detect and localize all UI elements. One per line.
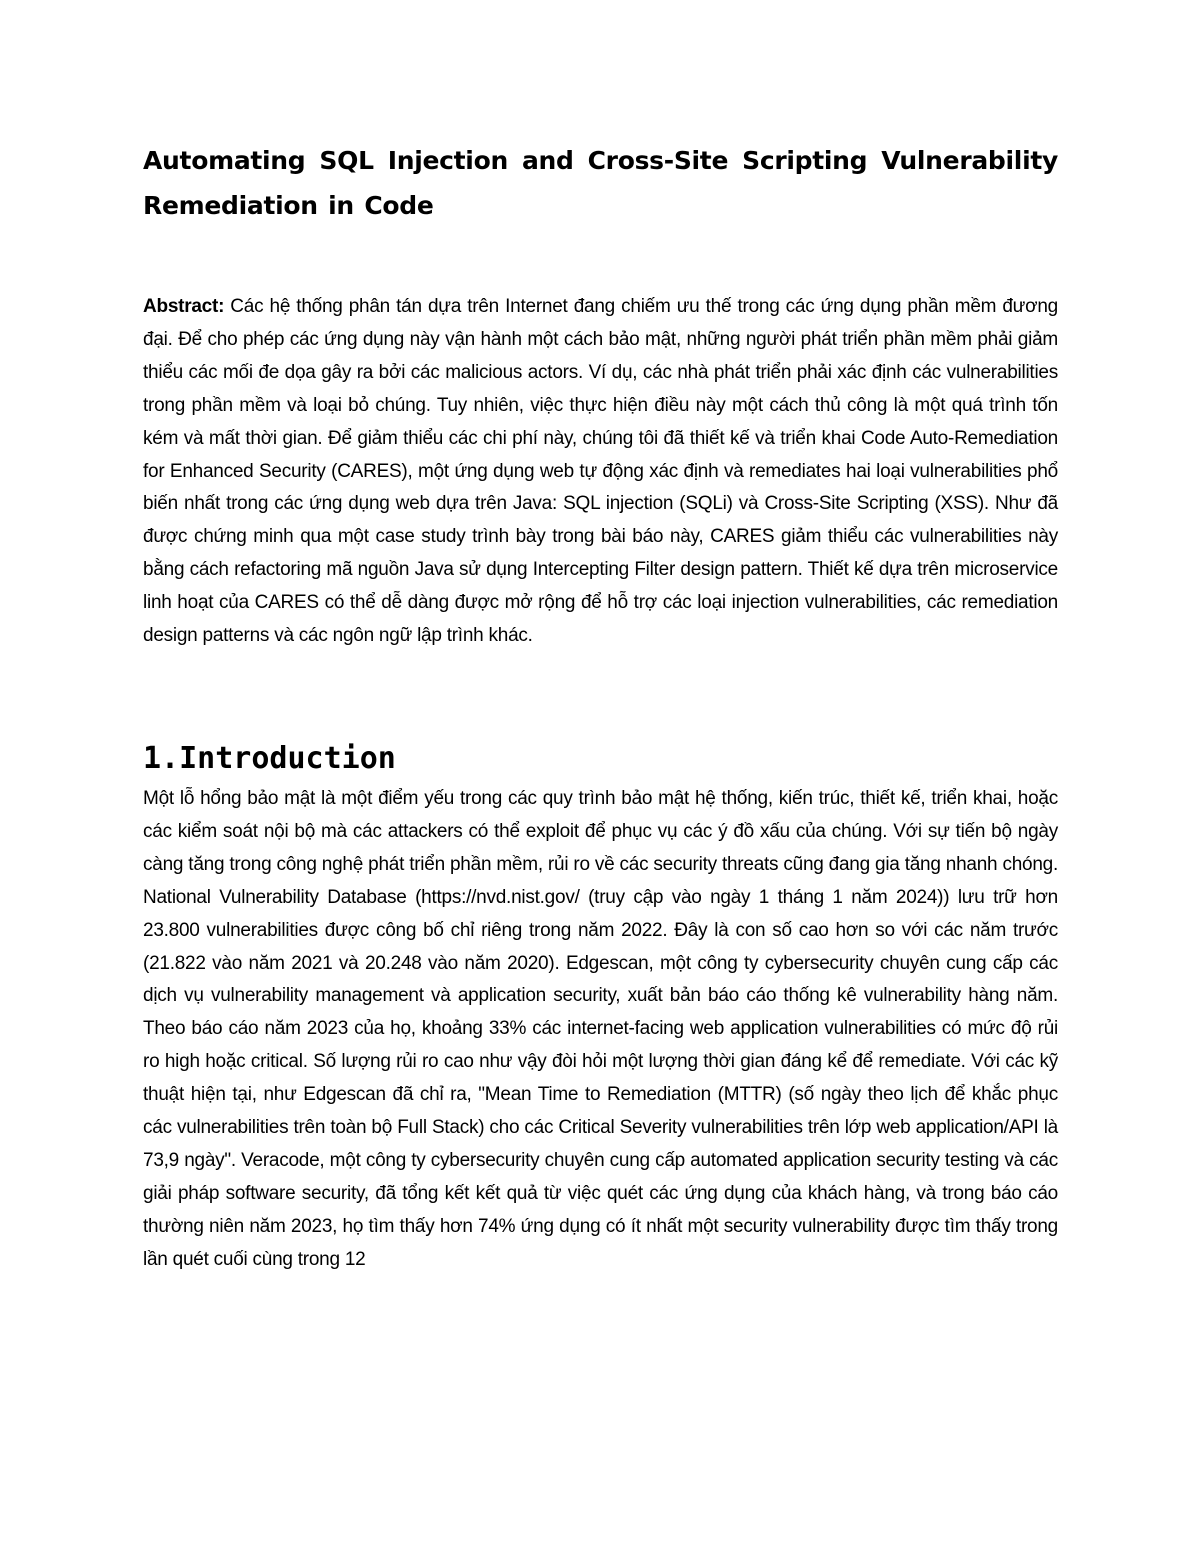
document-page xyxy=(143,138,1058,1277)
abstract-label: Abstract: xyxy=(143,296,225,317)
abstract-text: Các hệ thống phân tán dựa trên Internet đang chiếm ưu thế trong các ứng dụng phần mềm đương đại. Để cho phép các ứng dụng này vận hành một cách bảo mật, những người phát triển phần mềm phải giảm thiểu các mối đe dọa gây ra bởi các malicious actors. Ví dụ, các nhà phát triển phải xác định các vulnerabilities trong phần mềm và loại bỏ chúng. Tuy nhiên, việc thực hiện điều này một cách thủ công là một quá trình tốn kém và mất thời gian. Để giảm thiểu các chi phí này, chúng tôi đã thiết kế và triển khai Code Auto-Remediation for Enhanced Security (CARES), một ứng dụng web tự động xác định và remediates hai loại vulnerabilities phổ biến nhất trong các ứng dụng web dựa trên Java: SQL injection (SQLi) và Cross-Site Scripting (XSS). Như đã được chứng minh qua một case study trình bày trong bài báo này, CARES giảm thiểu các vulnerabilities này bằng cách refactoring mã nguồn Java sử dụng Intercepting Filter design pattern. Thiết kế dựa trên microservice linh hoạt của CARES có thể dễ dàng được mở rộng để hỗ trợ các loại injection vulnerabilities, các remediation design patterns và các ngôn ngữ lập trình khác. xyxy=(143,296,1058,647)
introduction-paragraph: Một lỗ hổng bảo mật là một điểm yếu trong các quy trình bảo mật hệ thống, kiến trúc, thiết kế, triển khai, hoặc các kiểm soát nội bộ mà các attackers có thể exploit để phục vụ các ý đồ xấu của chúng. Với sự tiến bộ ngày càng tăng trong công nghệ phát triển phần mềm, rủi ro về các security threats cũng đang gia tăng nhanh chóng. National Vulnerability Database (https://nvd.nist.gov/ (truy cập vào ngày 1 tháng 1 năm 2024)) lưu trữ hơn 23.800 vulnerabilities được công bố chỉ riêng trong năm 2022. Đây là con số cao hơn so với các năm trước (21.822 vào năm 2021 và 20.248 vào năm 2020). Edgescan, một công ty cybersecurity chuyên cung cấp các dịch vụ vulnerability management và application security, xuất bản báo cáo thống kê vulnerability hàng năm. Theo báo cáo năm 2023 của họ, khoảng 33% các internet-facing web application vulnerabilities có mức độ rủi ro high hoặc critical. Số lượng rủi ro cao như vậy đòi hỏi một lượng thời gian đáng kể để remediate. Với các kỹ thuật hiện tại, như Edgescan đã chỉ ra, "Mean Time to Remediation (MTTR) (số ngày theo lịch để khắc phục các vulnerabilities trên toàn bộ Full Stack) cho các Critical Severity vulnerabilities trên lớp web application/API là 73,9 ngày". Veracode, một công ty cybersecurity chuyên cung cấp automated application security testing và các giải pháp software security, đã tổng kết kết quả từ việc quét các ứng dụng của khách hàng, và trong báo cáo thường niên năm 2023, họ tìm thấy hơn 74% ứng dụng có ít nhất một security vulnerability được tìm thấy trong lần quét cuối cùng trong 12 xyxy=(143,787,1058,1270)
abstract-paragraph xyxy=(143,291,1058,653)
section-heading-introduction: 1.Introduction xyxy=(143,740,396,776)
document-title: Automating SQL Injection and Cross-Site Scripting Vulnerability Remediation in Code xyxy=(143,146,1058,220)
